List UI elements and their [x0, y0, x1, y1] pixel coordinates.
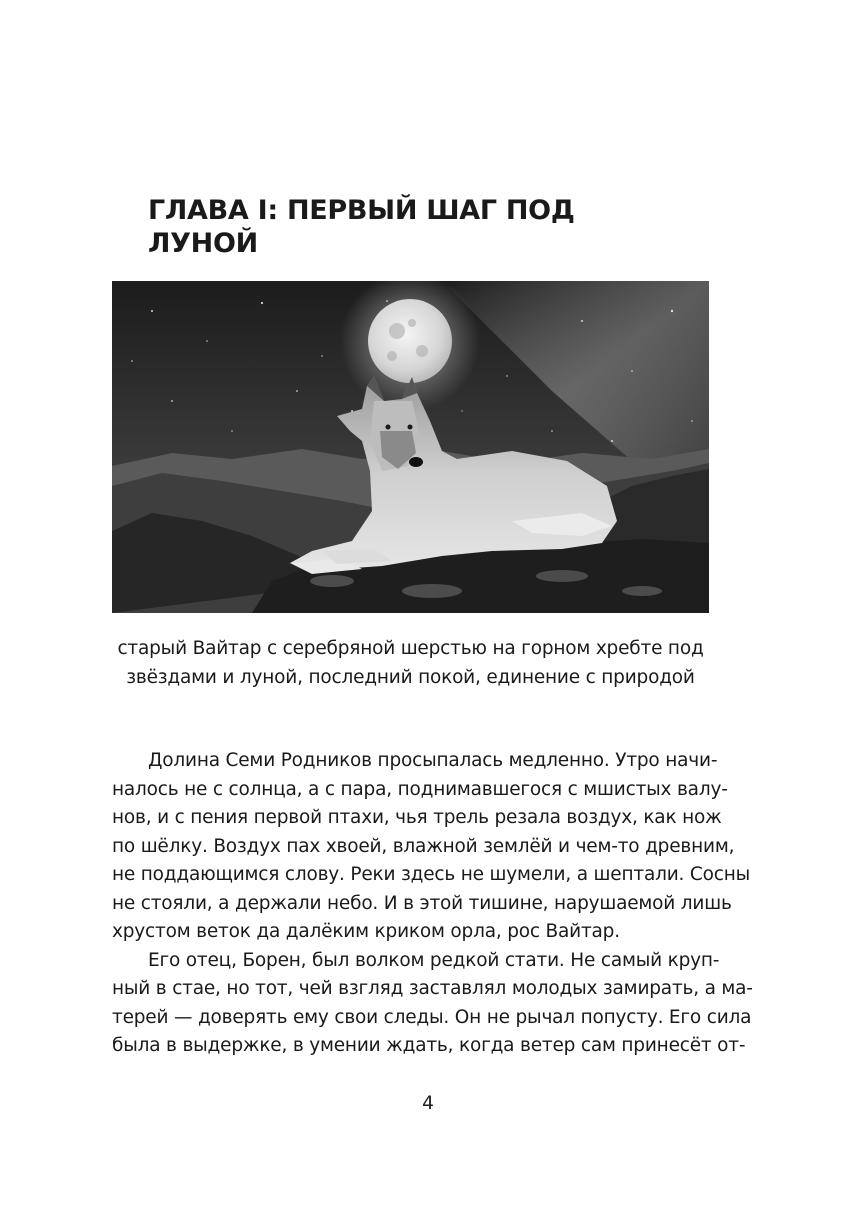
body-text [112, 747, 753, 1061]
text-line: не поддающимся слову. Реки здесь не шумели, а шептали. Сосны [112, 864, 750, 885]
page-number: 4 [422, 1093, 434, 1114]
caption-line: звёздами и луной, последний покой, единение с природой [126, 667, 695, 688]
text-line: Долина Семи Родников просыпалась медленно. Утро начи- [148, 750, 718, 771]
text-line: хрустом веток да далёким криком орла, рос Вайтар. [112, 921, 620, 942]
paragraph [112, 747, 750, 947]
wolf-moon-illustration [112, 281, 709, 613]
text-line: терей — доверять ему свои следы. Он не рычал попусту. Его сила [112, 1006, 752, 1028]
text-line: не стояли, а держали небо. И в этой тишине, нарушаемой лишь [112, 892, 732, 914]
chapter-title [148, 194, 748, 260]
text-line: Его отец, Борен, был волком редкой стати. Не самый круп- [148, 949, 720, 971]
caption-line: старый Вайтар с серебряной шерстью на горном хребте под [117, 638, 704, 659]
text-line: налось не с солнца, а с пара, поднимавшегося с мшистых валу- [112, 778, 728, 800]
figure-caption [112, 634, 709, 692]
text-line: была в выдержке, в умении ждать, когда ветер сам принесёт от- [112, 1035, 746, 1056]
chapter-title-line: ЛУНОЙ [148, 228, 258, 259]
text-line: по шёлку. Воздух пах хвоей, влажной землёй и чем-то древним, [112, 835, 735, 857]
chapter-title-line: ГЛАВА I: ПЕРВЫЙ ШАГ ПОД [148, 195, 575, 226]
text-line: ный в стае, но тот, чей взгляд заставлял молодых замирать, а ма- [112, 978, 753, 999]
paragraph [112, 947, 753, 1061]
text-line: нов, и с пения первой птахи, чья трель резала воздух, как нож [112, 807, 722, 828]
